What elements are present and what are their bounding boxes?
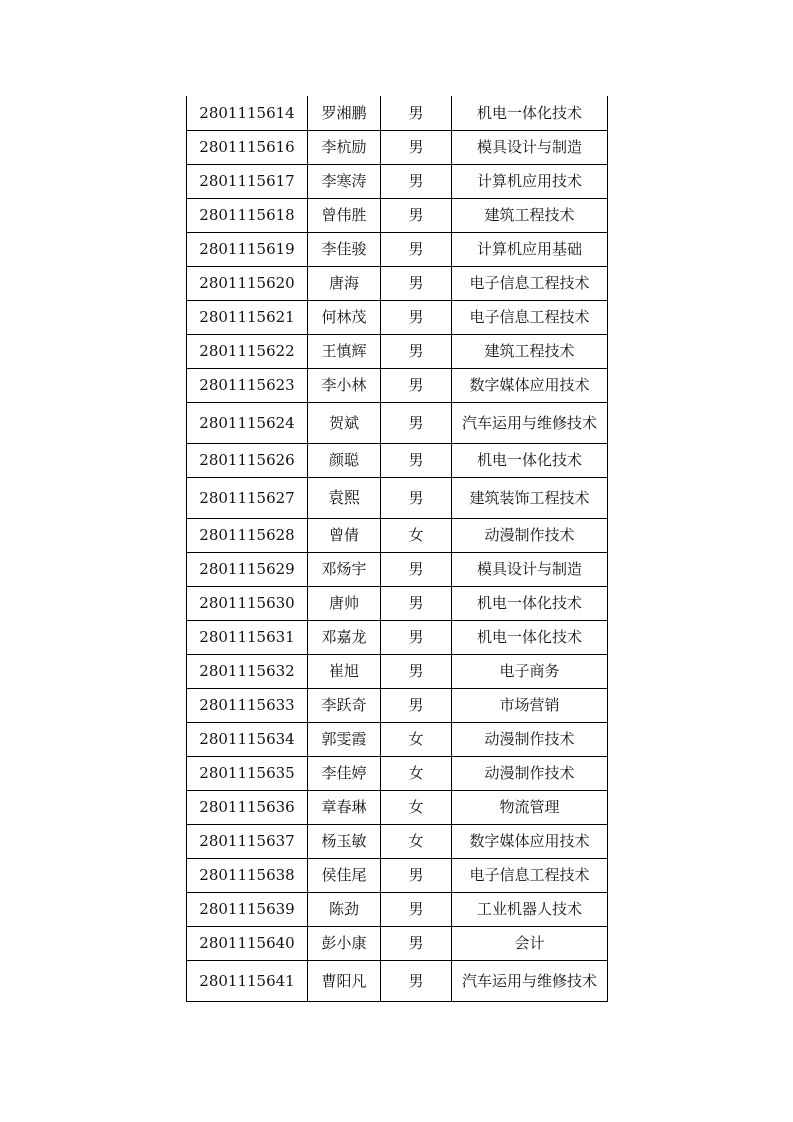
student-major: 电子信息工程技术 — [452, 300, 608, 334]
table-row — [187, 198, 608, 232]
student-gender: 女 — [381, 722, 452, 756]
table-row — [187, 552, 608, 586]
table-row — [187, 790, 608, 824]
student-name: 章春琳 — [308, 790, 381, 824]
table-row — [187, 443, 608, 477]
student-roster-table — [186, 96, 608, 1002]
table-row — [187, 232, 608, 266]
student-id: 2801115630 — [187, 586, 308, 620]
student-name: 李小林 — [308, 368, 381, 402]
student-major: 模具设计与制造 — [452, 552, 608, 586]
table-row — [187, 334, 608, 368]
student-name: 李佳骏 — [308, 232, 381, 266]
student-id: 2801115614 — [187, 96, 308, 130]
table-row — [187, 164, 608, 198]
table-row — [187, 300, 608, 334]
table-row — [187, 368, 608, 402]
student-name: 邓嘉龙 — [308, 620, 381, 654]
student-gender: 男 — [381, 586, 452, 620]
student-gender: 男 — [381, 688, 452, 722]
student-name: 袁熙 — [308, 477, 381, 518]
student-name: 曾伟胜 — [308, 198, 381, 232]
student-major: 机电一体化技术 — [452, 620, 608, 654]
student-gender: 女 — [381, 824, 452, 858]
student-name: 侯佳尾 — [308, 858, 381, 892]
student-major: 计算机应用技术 — [452, 164, 608, 198]
student-major: 汽车运用与维修技术 — [452, 402, 608, 443]
student-major: 建筑工程技术 — [452, 198, 608, 232]
student-major: 汽车运用与维修技术 — [452, 960, 608, 1001]
student-name: 贺斌 — [308, 402, 381, 443]
student-id: 2801115639 — [187, 892, 308, 926]
student-name: 曾倩 — [308, 518, 381, 552]
student-major: 电子信息工程技术 — [452, 266, 608, 300]
table-row — [187, 518, 608, 552]
student-major: 电子信息工程技术 — [452, 858, 608, 892]
student-id: 2801115632 — [187, 654, 308, 688]
student-gender: 男 — [381, 654, 452, 688]
student-gender: 男 — [381, 164, 452, 198]
student-gender: 男 — [381, 130, 452, 164]
student-gender: 男 — [381, 858, 452, 892]
student-gender: 男 — [381, 300, 452, 334]
table-row — [187, 960, 608, 1001]
student-id: 2801115638 — [187, 858, 308, 892]
student-id: 2801115628 — [187, 518, 308, 552]
student-name: 彭小康 — [308, 926, 381, 960]
student-major: 电子商务 — [452, 654, 608, 688]
student-name: 李佳婷 — [308, 756, 381, 790]
table-row — [187, 620, 608, 654]
student-id: 2801115623 — [187, 368, 308, 402]
student-id: 2801115627 — [187, 477, 308, 518]
student-name: 唐帅 — [308, 586, 381, 620]
student-name: 何林茂 — [308, 300, 381, 334]
table-row — [187, 722, 608, 756]
student-id: 2801115622 — [187, 334, 308, 368]
student-name: 邓炀宇 — [308, 552, 381, 586]
student-major: 动漫制作技术 — [452, 518, 608, 552]
table-row — [187, 824, 608, 858]
student-gender: 女 — [381, 790, 452, 824]
student-gender: 女 — [381, 756, 452, 790]
student-major: 动漫制作技术 — [452, 722, 608, 756]
student-gender: 男 — [381, 266, 452, 300]
student-major: 数字媒体应用技术 — [452, 368, 608, 402]
student-major: 模具设计与制造 — [452, 130, 608, 164]
student-major: 动漫制作技术 — [452, 756, 608, 790]
student-major: 建筑装饰工程技术 — [452, 477, 608, 518]
student-id: 2801115616 — [187, 130, 308, 164]
table-row — [187, 586, 608, 620]
student-gender: 男 — [381, 96, 452, 130]
student-major: 数字媒体应用技术 — [452, 824, 608, 858]
table-row — [187, 654, 608, 688]
table-row — [187, 477, 608, 518]
student-gender: 男 — [381, 960, 452, 1001]
student-name: 李杭励 — [308, 130, 381, 164]
student-gender: 男 — [381, 477, 452, 518]
student-major: 工业机器人技术 — [452, 892, 608, 926]
student-gender: 男 — [381, 198, 452, 232]
student-major: 物流管理 — [452, 790, 608, 824]
student-gender: 男 — [381, 892, 452, 926]
student-major: 建筑工程技术 — [452, 334, 608, 368]
student-id: 2801115631 — [187, 620, 308, 654]
student-gender: 男 — [381, 443, 452, 477]
student-name: 陈劲 — [308, 892, 381, 926]
table-row — [187, 402, 608, 443]
roster-body — [187, 96, 608, 1001]
student-id: 2801115619 — [187, 232, 308, 266]
student-id: 2801115618 — [187, 198, 308, 232]
student-id: 2801115640 — [187, 926, 308, 960]
student-major: 市场营销 — [452, 688, 608, 722]
student-id: 2801115637 — [187, 824, 308, 858]
student-gender: 男 — [381, 552, 452, 586]
student-id: 2801115620 — [187, 266, 308, 300]
student-id: 2801115641 — [187, 960, 308, 1001]
student-id: 2801115634 — [187, 722, 308, 756]
table-row — [187, 688, 608, 722]
student-gender: 男 — [381, 620, 452, 654]
student-id: 2801115636 — [187, 790, 308, 824]
table-row — [187, 858, 608, 892]
student-major: 机电一体化技术 — [452, 96, 608, 130]
student-name: 崔旭 — [308, 654, 381, 688]
student-name: 颜聪 — [308, 443, 381, 477]
student-name: 郭雯霞 — [308, 722, 381, 756]
student-name: 李跃奇 — [308, 688, 381, 722]
student-id: 2801115621 — [187, 300, 308, 334]
student-major: 机电一体化技术 — [452, 586, 608, 620]
student-gender: 男 — [381, 368, 452, 402]
student-gender: 男 — [381, 402, 452, 443]
student-major: 会计 — [452, 926, 608, 960]
student-id: 2801115635 — [187, 756, 308, 790]
student-name: 李寒涛 — [308, 164, 381, 198]
student-name: 王慎辉 — [308, 334, 381, 368]
student-gender: 男 — [381, 926, 452, 960]
table-row — [187, 756, 608, 790]
table-row — [187, 266, 608, 300]
student-name: 唐海 — [308, 266, 381, 300]
student-id: 2801115626 — [187, 443, 308, 477]
student-gender: 男 — [381, 334, 452, 368]
student-name: 曹阳凡 — [308, 960, 381, 1001]
table-row — [187, 926, 608, 960]
student-major: 机电一体化技术 — [452, 443, 608, 477]
student-name: 罗湘鹏 — [308, 96, 381, 130]
table-row — [187, 96, 608, 130]
student-id: 2801115624 — [187, 402, 308, 443]
table-row — [187, 892, 608, 926]
student-id: 2801115617 — [187, 164, 308, 198]
student-major: 计算机应用基础 — [452, 232, 608, 266]
student-name: 杨玉敏 — [308, 824, 381, 858]
table-row — [187, 130, 608, 164]
student-gender: 女 — [381, 518, 452, 552]
student-id: 2801115633 — [187, 688, 308, 722]
student-id: 2801115629 — [187, 552, 308, 586]
student-gender: 男 — [381, 232, 452, 266]
